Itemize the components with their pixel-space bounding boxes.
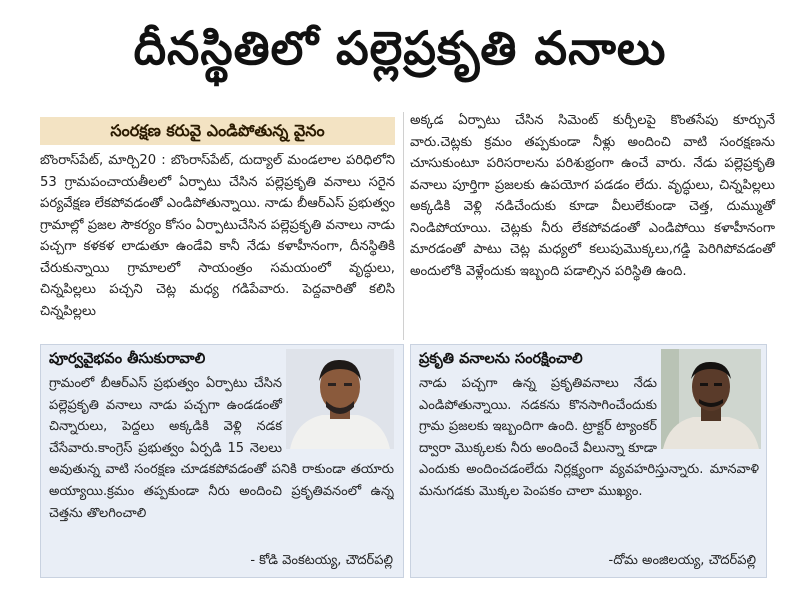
subheadline: సంరక్షణ కరువై ఎండిపోతున్న వైనం: [40, 117, 395, 145]
headline: దీనస్థితిలో పల్లెప్రకృతి వనాలు: [133, 21, 667, 75]
photo-wrap-spacer: [657, 373, 759, 453]
photo-wrap-spacer: [282, 373, 394, 453]
quote-left-title: పూర్వవైభవం తీసుకురావాలి: [49, 351, 206, 367]
article-text-left: బొంరాస్‌పేట్, మార్చి20 : బొంరాస్‌పేట్, దుద్యాల్ మండలాల పరిధిలోని 53 గ్రామపంచాయతీలలో ఏర్పాటు చేసిన పల్లెప్రకృతి వనాలు సరైన పర్యవేక్షణ లేకపోవడంతో ఎండిపోతున్నాయి. నాడు బీఆర్‌ఎస్ ప్రభుత్వం గ్రామాల్లో ప్రజల సౌకర్యం కోసం ఏర్పాటుచేసిన పల్లెప్రకృతి వనాలు నాడు పచ్చగా కళకళ లాడుతూ ఉండేవి కానీ నేడు కళాహీనంగా, దీనస్థితికి చేరుకున్నాయి గ్రామాలలో సాయంత్రం సమయంలో వృద్ధులు, చిన్నపిల్లలు పచ్చని చెట్ల మధ్య గడిపేవారు. పెద్దవారితో కలిసి చిన్నపిల్లలు: [40, 153, 395, 319]
quote-right-signature: -దోమ అంజిలయ్య, చౌదర్‌పల్లి: [608, 553, 756, 568]
quote-left-signature: - కోడి వెంకటయ్య, చౌదర్‌పల్లి: [250, 553, 393, 568]
quote-box-left: [40, 344, 404, 578]
column-divider: [403, 112, 404, 340]
quote-right-text: నాడు పచ్చగా ఉన్న ప్రకృతివనాలు నేడు ఎండిపోతున్నాయి. నడకను కొనసాగించేందుకు గ్రామ ప్రజలకు ఇబ్బందిగా ఉంది. ట్రాక్టర్ ట్యాంకర్ ద్వారా మొక్కలకు నీరు అందించే వీలున్నా కూడా ఎందుకు అందించడంలేదు నిర్లక్ష్యంగా వ్యవహరిస్తున్నారు. మానవాళి మనుగడకు మొక్కల పెంపకం చాలా ముఖ్యం.: [419, 373, 759, 548]
quote-box-right: [410, 344, 767, 578]
article-text-right: అక్కడ ఏర్పాటు చేసిన సిమెంట్ కుర్చీలపై కొంతసేపు కూర్చునే వారు.చెట్లకు క్రమం తప్పకుండా నీళ్లు అందించి వాటి సంరక్షణను చూసుకుంటూ పరిసరాలను పరిశుభ్రంగా ఉంచే వారు. నేడు పల్లెప్రకృతి వనాలు పూర్తిగా ప్రజలకు ఉపయోగ పడడం లేదు. వృద్ధులు, చిన్నపిల్లలు అక్కడికి వెళ్లి నడిచేందుకు కూడా వీలులేకుండా చెత్త, దుమ్ముతో నిండిపోయాయి. చెట్లకు నీరు లేకపోవడంతో ఎండిపోయి కళాహీనంగా మారడంతో పాటు చెట్ల మధ్యలో కలుపుమొక్కలు,గడ్డి పెరిగిపోవడంతో అందులోకి వెళ్లేందుకు ఇబ్బంది పడాల్సిన పరిస్థితి ఉంది.: [410, 113, 775, 279]
quote-left-text: గ్రామంలో బీఆర్‌ఎస్ ప్రభుత్వం ఏర్పాటు చేసిన పల్లెప్రకృతి వనాలు నాడు పచ్చగా ఉండడంతో చిన్నారులు, పెద్దలు అక్కడికి వెళ్లి నడక చేసేవారు.కాంగ్రెస్ ప్రభుత్వం ఏర్పడి 15 నెలలు అవుతున్న వాటి సంరక్షణ చూడకపోవడంతో పనికి రాకుండా తయారు అయ్యాయి.క్రమం తప్పకుండా నీరు అందించి ప్రకృతివనంలో ఉన్న చెత్తను తొలగించాలి: [49, 373, 394, 548]
quote-right-title: ప్రకృతి వనాలను సంరక్షించాలి: [419, 351, 583, 367]
